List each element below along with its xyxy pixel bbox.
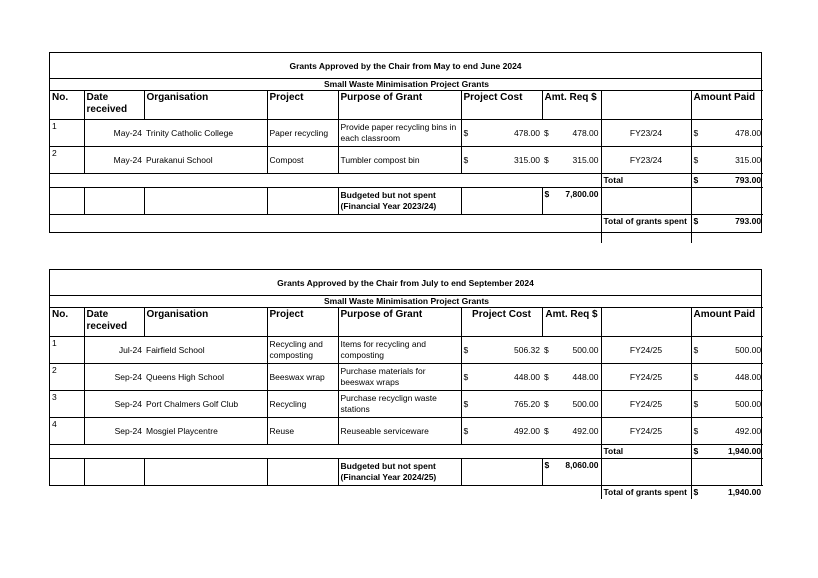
- row-paid: [691, 337, 763, 364]
- currency-symbol: $: [544, 398, 549, 409]
- row-paid: [691, 120, 763, 147]
- row-cost: [461, 364, 542, 391]
- row-no: 4: [50, 418, 84, 445]
- table-subtitle: Small Waste Minimisation Project Grants: [324, 79, 490, 89]
- requested-value: 448.00: [572, 371, 599, 382]
- currency-symbol: $: [693, 371, 699, 382]
- requested-value: 315.00: [572, 154, 599, 165]
- row-date: Sep-24: [84, 364, 144, 391]
- row-requested: [542, 391, 601, 418]
- table-row: [50, 147, 763, 174]
- row-requested: [542, 364, 601, 391]
- table-title: Grants Approved by the Chair from May to end June 2024: [50, 53, 761, 79]
- currency-symbol: $: [463, 371, 469, 382]
- row-date: Sep-24: [84, 418, 144, 445]
- total-value: 1,940.00: [727, 446, 762, 456]
- row-cost: [461, 337, 542, 364]
- row-project: Reuse: [267, 418, 338, 445]
- row-project: Compost: [267, 147, 338, 174]
- budget-row: [50, 188, 763, 215]
- budget-label: Budgeted but not spent (Financial Year 2024/25): [338, 459, 461, 486]
- row-project: Recycling and composting: [267, 337, 338, 364]
- row-project: Paper recycling: [267, 120, 338, 147]
- paid-value: 492.00: [735, 425, 762, 436]
- row-paid: [691, 418, 763, 445]
- paid-value: 478.00: [735, 127, 762, 138]
- row-requested: [542, 418, 601, 445]
- header-amount-paid: Amount Paid: [691, 308, 763, 337]
- row-date: May-24: [84, 120, 144, 147]
- table-row: [50, 391, 763, 418]
- row-fy: FY24/25: [601, 337, 691, 364]
- currency-symbol: $: [693, 487, 699, 497]
- row-fy: FY24/25: [601, 364, 691, 391]
- table-row: [50, 418, 763, 445]
- header-fy: [601, 91, 691, 120]
- total-row: [50, 174, 763, 188]
- row-organisation: Queens High School: [144, 364, 267, 391]
- currency-symbol: $: [544, 425, 549, 436]
- budget-value: 7,800.00: [565, 189, 599, 199]
- currency-symbol: $: [693, 446, 699, 456]
- row-cost: [461, 120, 542, 147]
- paid-value: 500.00: [735, 344, 762, 355]
- row-date: May-24: [84, 147, 144, 174]
- currency-symbol: $: [693, 154, 699, 165]
- spent-value: 1,940.00: [727, 487, 762, 497]
- header-project-cost: Project Cost: [461, 91, 542, 120]
- row-no: 3: [50, 391, 84, 418]
- cost-value: 478.00: [514, 127, 540, 138]
- budget-amount: [542, 459, 601, 486]
- row-no: 2: [50, 147, 84, 174]
- currency-symbol: $: [463, 425, 469, 436]
- requested-value: 492.00: [572, 425, 599, 436]
- row-requested: [542, 120, 601, 147]
- header-date: Date received: [84, 308, 144, 337]
- currency-symbol: $: [463, 344, 469, 355]
- row-organisation: Port Chalmers Golf Club: [144, 391, 267, 418]
- budget-value: 8,060.00: [565, 460, 599, 470]
- header-amount-paid: Amount Paid: [691, 91, 763, 120]
- header-fy: [601, 308, 691, 337]
- spent-amount: [691, 215, 763, 244]
- row-purpose: Purchase recyclign waste stations: [338, 391, 461, 418]
- row-paid: [691, 391, 763, 418]
- spent-label: Total of grants spent: [601, 215, 691, 244]
- spent-amount: [691, 486, 763, 500]
- grants-grid: [50, 296, 763, 499]
- currency-symbol: $: [544, 460, 550, 470]
- paid-value: 500.00: [735, 398, 762, 409]
- header-project: Project: [267, 308, 338, 337]
- row-requested: [542, 147, 601, 174]
- row-no: 2: [50, 364, 84, 391]
- paid-value: 448.00: [735, 371, 762, 382]
- currency-symbol: $: [463, 398, 469, 409]
- total-row: [50, 445, 763, 459]
- header-project-cost: Project Cost: [461, 308, 542, 337]
- spent-value: 793.00: [735, 216, 762, 226]
- row-purpose: Items for recycling and composting: [338, 337, 461, 364]
- row-cost: [461, 147, 542, 174]
- row-project: Recycling: [267, 391, 338, 418]
- requested-value: 500.00: [572, 344, 599, 355]
- grants-table-july-september: [49, 269, 762, 497]
- header-amount-requested: Amt. Req $: [542, 308, 601, 337]
- cost-value: 765.20: [514, 398, 540, 409]
- table-subtitle: Small Waste Minimisation Project Grants: [324, 296, 490, 306]
- requested-value: 478.00: [572, 127, 599, 138]
- row-organisation: Mosgiel Playcentre: [144, 418, 267, 445]
- currency-symbol: $: [693, 398, 699, 409]
- currency-symbol: $: [544, 371, 549, 382]
- row-no: 1: [50, 120, 84, 147]
- row-purpose: Provide paper recycling bins in each classroom: [338, 120, 461, 147]
- row-fy: FY24/25: [601, 418, 691, 445]
- cost-value: 492.00: [514, 425, 540, 436]
- grants-table-may-june: [49, 52, 762, 233]
- header-no: No.: [50, 91, 84, 120]
- row-date: Jul-24: [84, 337, 144, 364]
- currency-symbol: $: [544, 154, 549, 165]
- header-project: Project: [267, 91, 338, 120]
- currency-symbol: $: [693, 216, 699, 226]
- header-amount-requested: Amt. Req $: [542, 91, 601, 120]
- row-cost: [461, 418, 542, 445]
- table-row: [50, 337, 763, 364]
- row-paid: [691, 364, 763, 391]
- budget-amount: [542, 188, 601, 215]
- grants-grid: [50, 79, 763, 243]
- spent-row: [50, 215, 763, 244]
- requested-value: 500.00: [572, 398, 599, 409]
- row-fy: FY23/24: [601, 147, 691, 174]
- budget-row: [50, 459, 763, 486]
- row-organisation: Purakanui School: [144, 147, 267, 174]
- row-cost: [461, 391, 542, 418]
- header-purpose: Purpose of Grant: [338, 308, 461, 337]
- row-fy: FY24/25: [601, 391, 691, 418]
- total-value: 793.00: [735, 175, 762, 185]
- row-purpose: Reuseable serviceware: [338, 418, 461, 445]
- cost-value: 448.00: [514, 371, 540, 382]
- currency-symbol: $: [544, 344, 549, 355]
- cost-value: 506.32: [514, 344, 540, 355]
- total-label: Total: [601, 174, 691, 188]
- currency-symbol: $: [693, 127, 699, 138]
- row-paid: [691, 147, 763, 174]
- header-no: No.: [50, 308, 84, 337]
- currency-symbol: $: [544, 127, 549, 138]
- header-organisation: Organisation: [144, 91, 267, 120]
- currency-symbol: $: [463, 154, 469, 165]
- row-project: Beeswax wrap: [267, 364, 338, 391]
- row-fy: FY23/24: [601, 120, 691, 147]
- row-no: 1: [50, 337, 84, 364]
- row-organisation: Trinity Catholic College: [144, 120, 267, 147]
- total-label: Total: [601, 445, 691, 459]
- paid-value: 315.00: [735, 154, 762, 165]
- spent-label: Total of grants spent: [601, 486, 691, 500]
- currency-symbol: $: [463, 127, 469, 138]
- budget-label: Budgeted but not spent (Financial Year 2023/24): [338, 188, 461, 215]
- row-organisation: Fairfield School: [144, 337, 267, 364]
- row-purpose: Tumbler compost bin: [338, 147, 461, 174]
- total-amount: [691, 174, 763, 188]
- row-requested: [542, 337, 601, 364]
- table-title: Grants Approved by the Chair from July to end September 2024: [50, 270, 761, 296]
- spent-row: [50, 486, 763, 500]
- header-organisation: Organisation: [144, 308, 267, 337]
- currency-symbol: $: [544, 189, 550, 199]
- row-purpose: Purchase materials for beeswax wraps: [338, 364, 461, 391]
- header-date: Date received: [84, 91, 144, 120]
- table-row: [50, 120, 763, 147]
- row-date: Sep-24: [84, 391, 144, 418]
- currency-symbol: $: [693, 175, 699, 185]
- total-amount: [691, 445, 763, 459]
- cost-value: 315.00: [514, 154, 540, 165]
- header-purpose: Purpose of Grant: [338, 91, 461, 120]
- currency-symbol: $: [693, 425, 699, 436]
- currency-symbol: $: [693, 344, 699, 355]
- table-row: [50, 364, 763, 391]
